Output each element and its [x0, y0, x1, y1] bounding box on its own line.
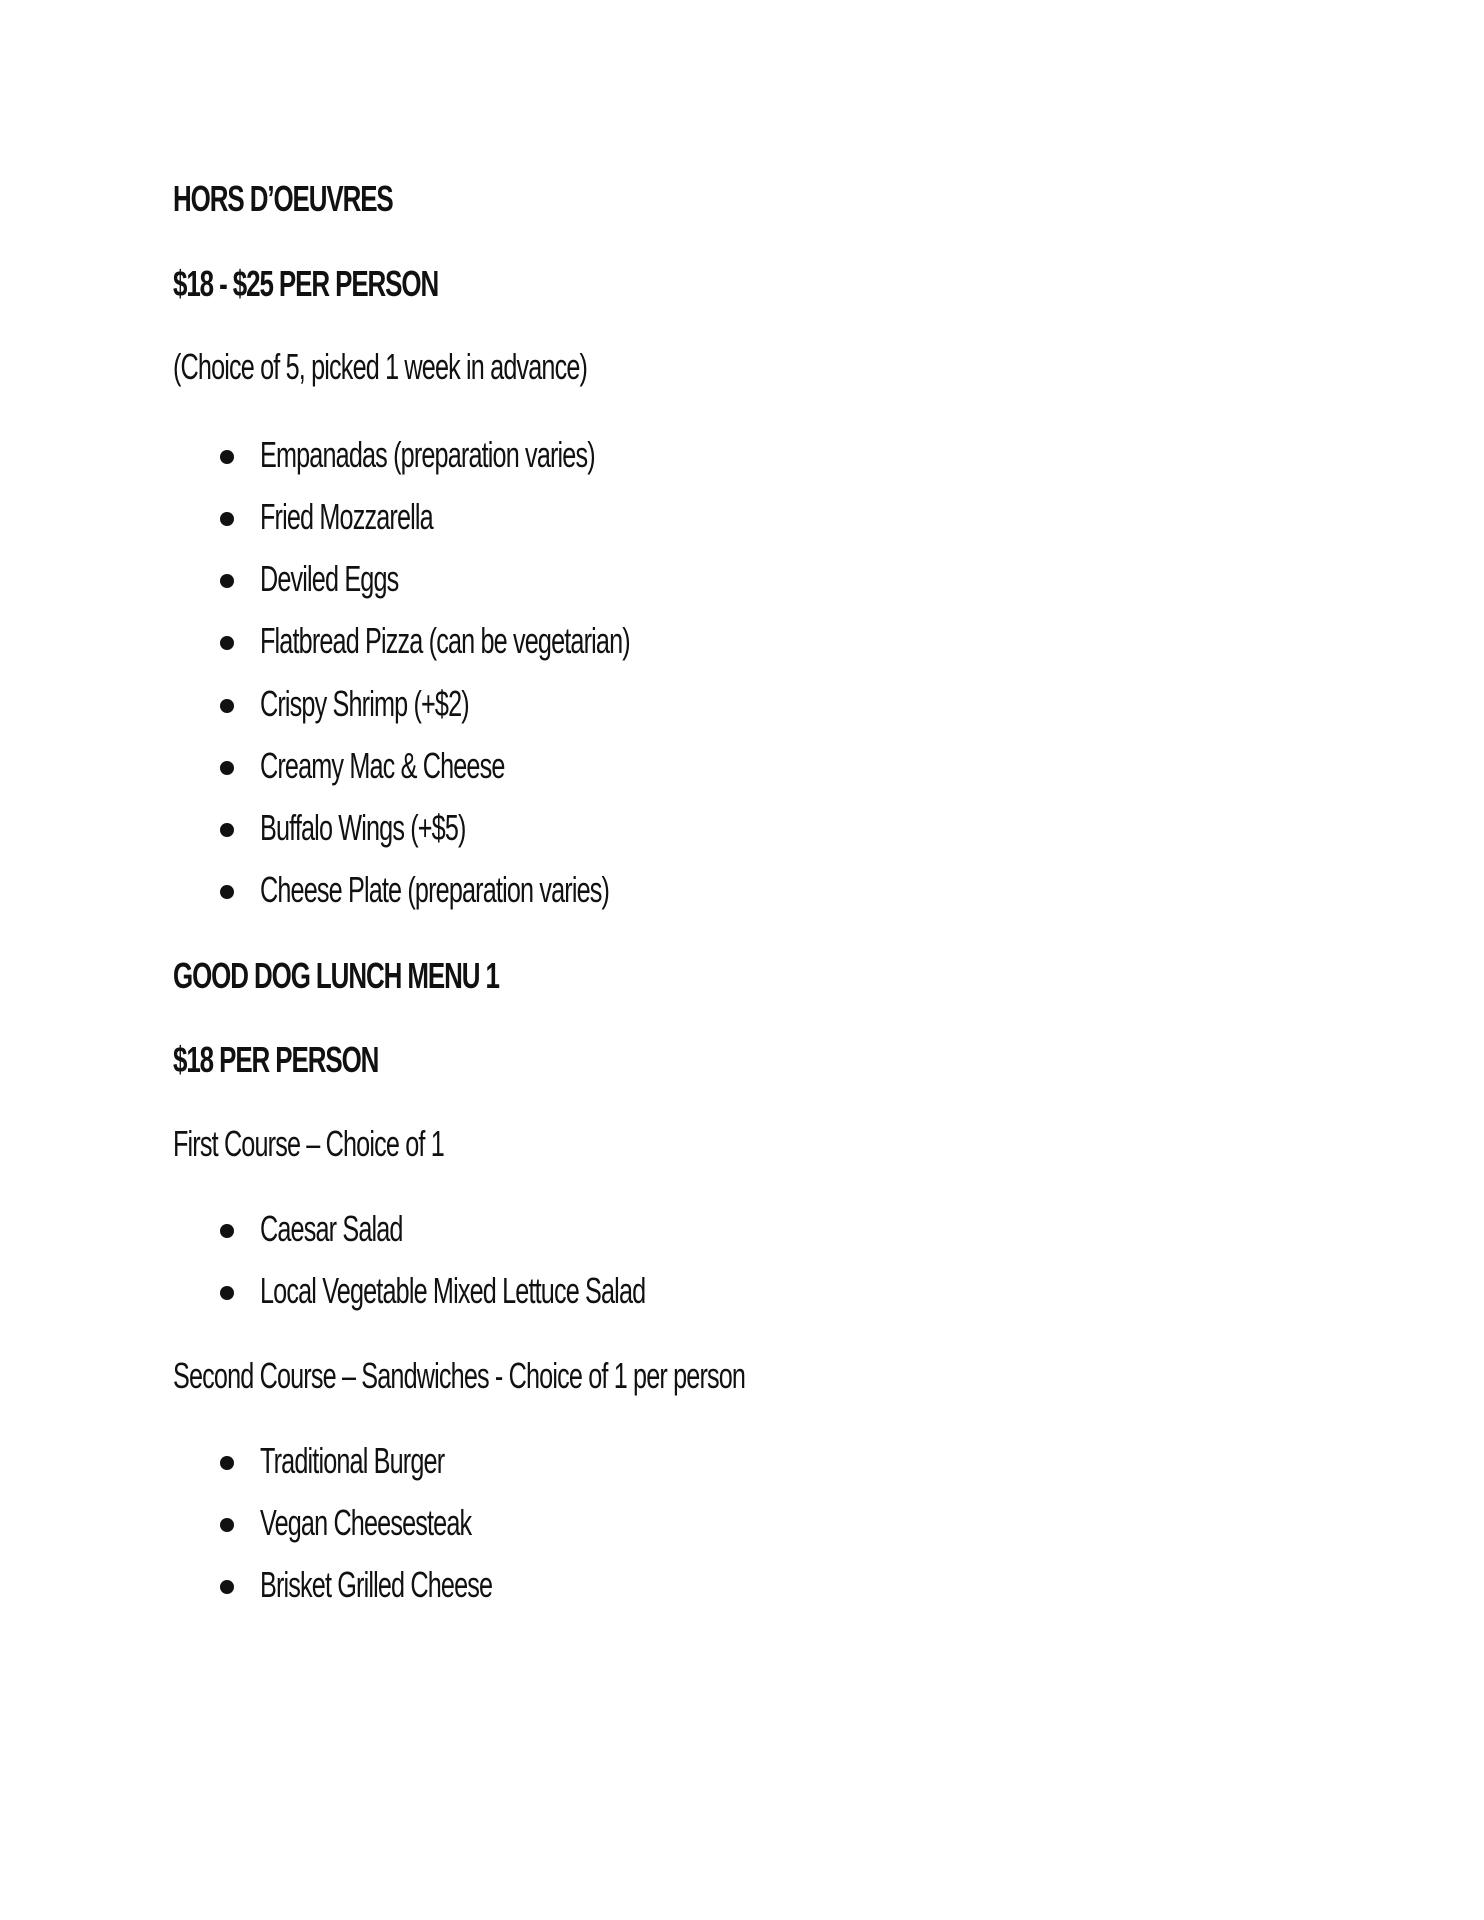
list-item-label: Caesar Salad: [260, 1208, 403, 1249]
bullet-icon: [220, 885, 234, 899]
bullet-icon: [220, 761, 234, 775]
list-item-label: Brisket Grilled Cheese: [260, 1564, 493, 1605]
list-item: [0, 1206, 900, 1256]
bullet-icon: [220, 1580, 234, 1594]
list-item: [0, 1268, 900, 1318]
list-item-label: Vegan Cheesesteak: [260, 1502, 472, 1543]
bullet-icon: [220, 1286, 234, 1300]
list-item: [0, 1438, 900, 1488]
list-item-label: Traditional Burger: [260, 1440, 445, 1481]
list-item: [0, 618, 900, 668]
bullet-icon: [220, 1456, 234, 1470]
bullet-icon: [220, 512, 234, 526]
list-item-label: Crispy Shrimp (+$2): [260, 683, 469, 724]
lunch-menu-price: $18 PER PERSON: [173, 1039, 379, 1080]
list-item-label: Deviled Eggs: [260, 558, 399, 599]
list-item: [0, 681, 900, 731]
bullet-icon: [220, 1518, 234, 1532]
bullet-icon: [220, 823, 234, 837]
hors-doeuvres-price: $18 - $25 PER PERSON: [173, 263, 439, 304]
hors-doeuvres-note: (Choice of 5, picked 1 week in advance): [173, 346, 588, 387]
bullet-icon: [220, 1224, 234, 1238]
list-item-label: Flatbread Pizza (can be vegetarian): [260, 620, 630, 661]
list-item-label: Buffalo Wings (+$5): [260, 807, 466, 848]
bullet-icon: [220, 699, 234, 713]
list-item: [0, 867, 900, 917]
list-item-label: Local Vegetable Mixed Lettuce Salad: [260, 1270, 646, 1311]
bullet-icon: [220, 450, 234, 464]
list-item: [0, 805, 900, 855]
list-item-label: Empanadas (preparation varies): [260, 434, 595, 475]
list-item-label: Cheese Plate (preparation varies): [260, 869, 610, 910]
first-course-label: First Course – Choice of 1: [173, 1123, 444, 1164]
list-item: [0, 1562, 900, 1612]
bullet-icon: [220, 574, 234, 588]
list-item-label: Fried Mozzarella: [260, 496, 433, 537]
lunch-menu-title: GOOD DOG LUNCH MENU 1: [173, 955, 499, 996]
bullet-icon: [220, 636, 234, 650]
list-item: [0, 432, 900, 482]
list-item: [0, 556, 900, 606]
list-item-label: Creamy Mac & Cheese: [260, 745, 505, 786]
list-item: [0, 743, 900, 793]
hors-doeuvres-title: HORS D’OEUVRES: [173, 178, 393, 219]
list-item: [0, 1500, 900, 1550]
list-item: [0, 494, 900, 544]
second-course-label: Second Course – Sandwiches - Choice of 1 per person: [173, 1355, 746, 1396]
